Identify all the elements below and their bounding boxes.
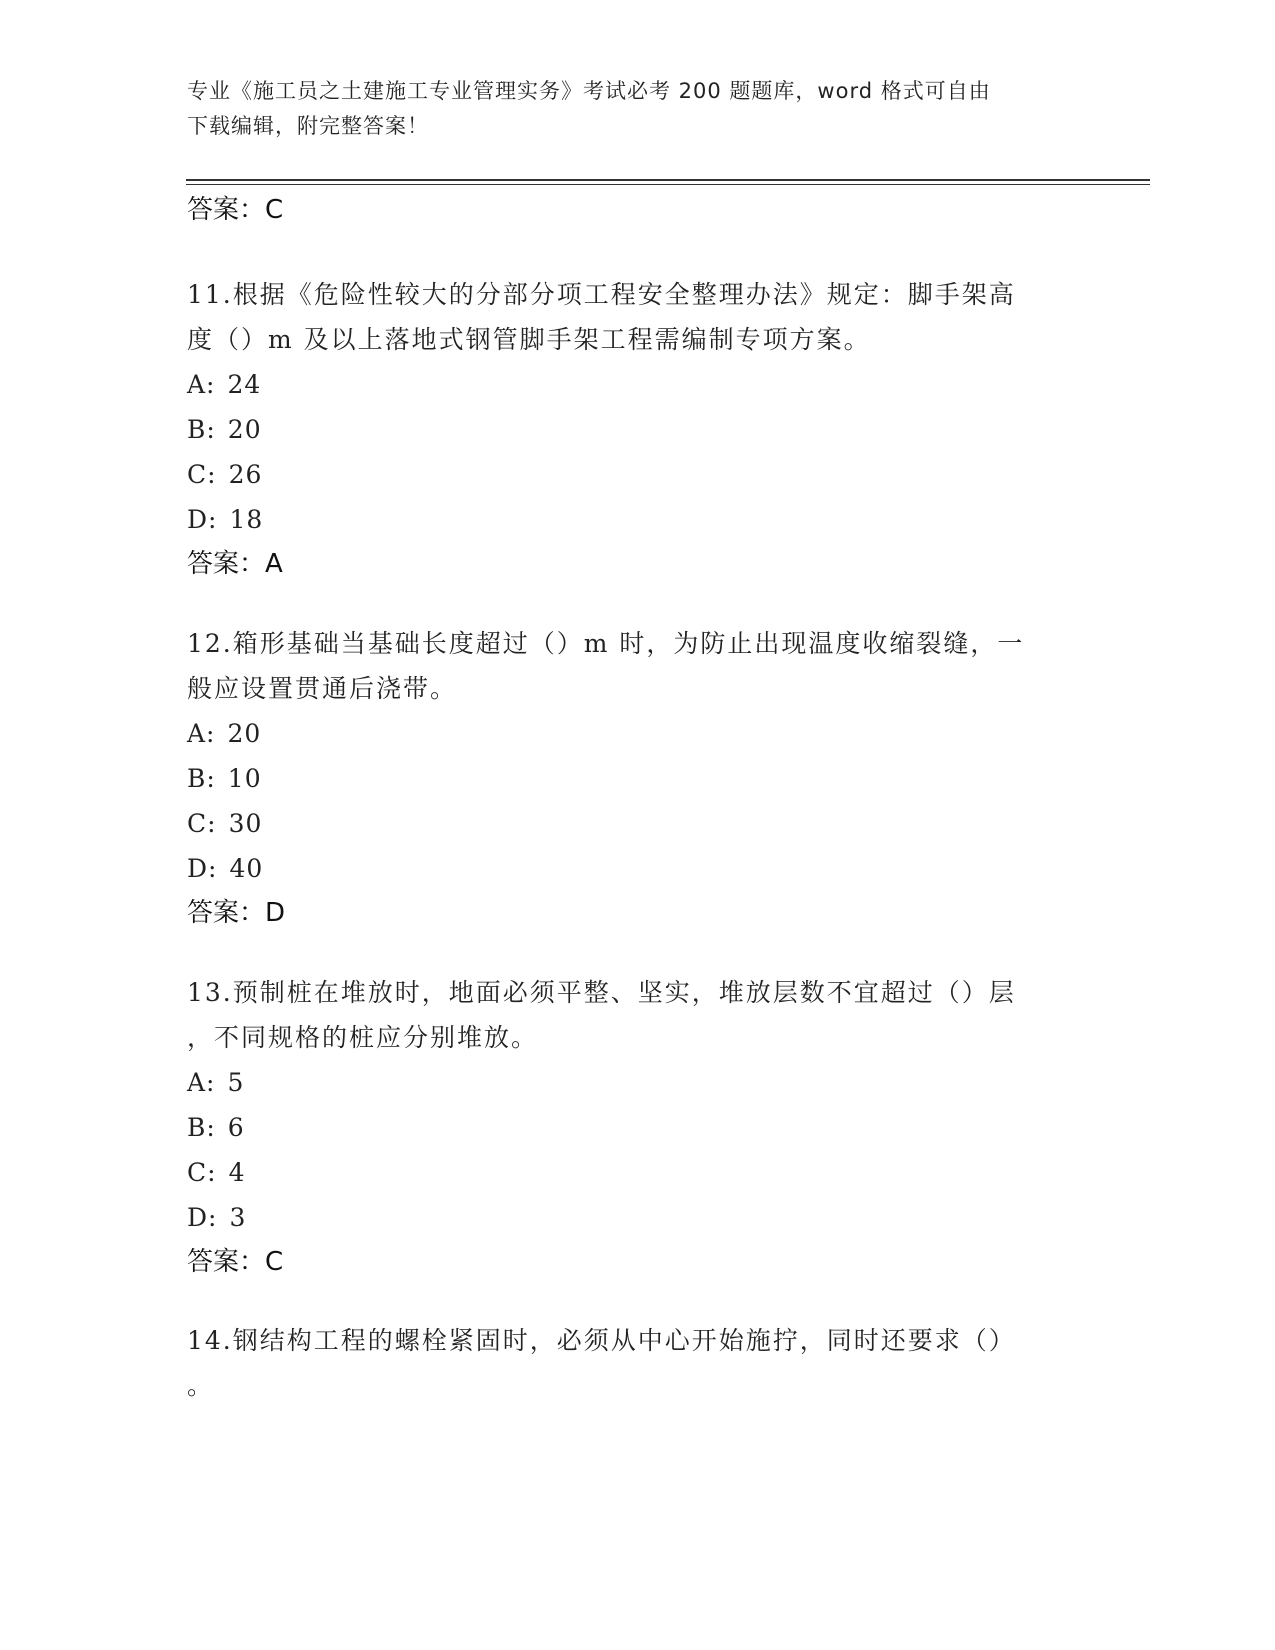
question-text-line-1: 13.预制桩在堆放时，地面必须平整、坚实，堆放层数不宜超过（）层 — [187, 978, 1016, 1007]
option-a: A: 5 — [187, 1068, 245, 1097]
question-text-line-2: 。 — [187, 1371, 215, 1400]
question-text-line-2: ，不同规格的桩应分别堆放。 — [187, 1023, 539, 1052]
header-line-2: 下载编辑，附完整答案！ — [187, 114, 429, 138]
answer-line: 答案：C — [187, 195, 284, 225]
option-c: C: 30 — [187, 809, 263, 838]
question-text-line-2: 般应设置贯通后浇带。 — [187, 674, 458, 703]
option-a: A: 20 — [187, 719, 262, 748]
question-11 — [187, 272, 1087, 587]
document-header — [187, 74, 1067, 144]
question-text-line-1: 11.根据《危险性较大的分部分项工程安全整理办法》规定：脚手架高 — [187, 280, 1016, 309]
answer-line: 答案：A — [187, 549, 283, 579]
option-c: C: 26 — [187, 460, 263, 489]
option-d: D: 18 — [187, 505, 264, 534]
option-b: B: 10 — [187, 764, 262, 793]
answer-line: 答案：D — [187, 898, 286, 928]
question-14 — [187, 1318, 1087, 1408]
header-line-1: 专业《施工员之土建施工专业管理实务》考试必考 200 题题库，word 格式可自由 — [187, 79, 991, 103]
question-13 — [187, 970, 1087, 1285]
option-d: D: 40 — [187, 854, 264, 883]
question-text-line-2: 度（）m 及以上落地式钢管脚手架工程需编制专项方案。 — [187, 325, 871, 354]
header-rule-thin — [186, 184, 1150, 185]
option-a: A: 24 — [187, 370, 262, 399]
header-rule-thick — [186, 179, 1150, 181]
option-b: B: 20 — [187, 415, 262, 444]
option-d: D: 3 — [187, 1203, 247, 1232]
question-text-line-1: 12.箱形基础当基础长度超过（）m 时，为防止出现温度收缩裂缝，一 — [187, 629, 1025, 658]
option-b: B: 6 — [187, 1113, 245, 1142]
answer-line: 答案：C — [187, 1247, 284, 1277]
question-text-line-1: 14.钢结构工程的螺栓紧固时，必须从中心开始施拧，同时还要求（） — [187, 1326, 1016, 1355]
question-12 — [187, 621, 1087, 936]
option-c: C: 4 — [187, 1158, 246, 1187]
